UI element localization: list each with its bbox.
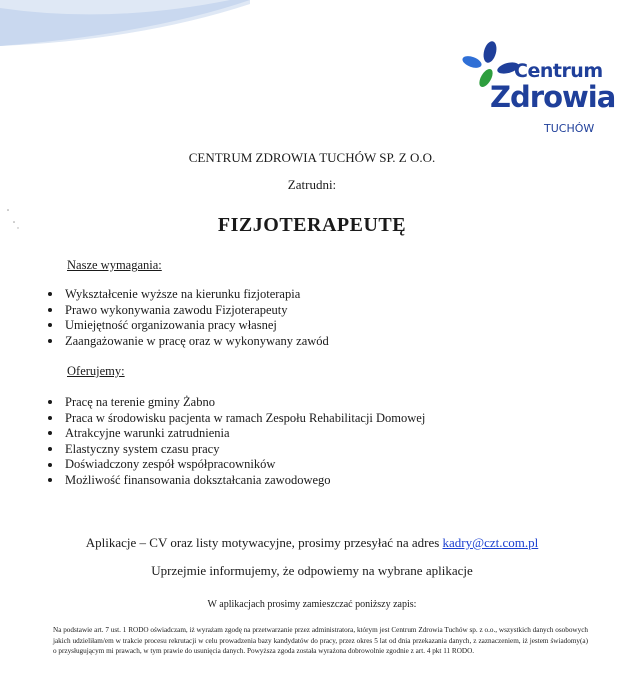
bullet-icon [48, 292, 52, 296]
list-item: Wykształcenie wyższe na kierunku fizjoterapia [48, 287, 329, 303]
requirements-list [48, 287, 329, 349]
company-name: CENTRUM ZDROWIA TUCHÓW SP. Z O.O. [188, 150, 436, 165]
list-item: Możliwość finansowania dokształcania zawodowego [48, 473, 425, 489]
logo-text-centrum: Centrum [514, 60, 603, 82]
bullet-icon [48, 308, 52, 312]
logo-text-zdrowia: Zdrowia [490, 80, 616, 114]
job-title: FIZJOTERAPEUTĘ [217, 214, 407, 236]
company-logo [452, 38, 616, 138]
application-text: Aplikacje – CV oraz listy motywacyjne, prosimy przesyłać na adres [85, 535, 443, 550]
list-item: Praca w środowisku pacjenta w ramach Zespołu Rehabilitacji Domowej [48, 411, 425, 427]
bullet-icon [48, 323, 52, 327]
consent-clause: Na podstawie art. 7 ust. 1 RODO oświadczam, iż wyrażam zgodę na przetwarzanie przez administratora, którym jest Centrum Zdrowia Tuchów sp. z o.o., wszystkich danych osobowych jakich udzieliłam/em w trakcie procesu rekrutacji w celu prowadzenia bazy kandydatów do pracy, przez okres 5 lat od dnia przekazania danych, z zaznaczeniem, iż jestem świadomy(a) o przysługującym mi prawach, w tym prawie do usunięcia danych. Powyższa zgoda została wyrażona dobrowolnie zgodnie z art. 4 pkt 11 RODO. [53, 626, 588, 656]
offer-list [48, 395, 425, 489]
requirements-title: Nasze wymagania: [67, 258, 162, 272]
list-item: Prawo wykonywania zawodu Fizjoterapeuty [48, 303, 329, 319]
bullet-icon [48, 339, 52, 343]
bullet-icon [48, 478, 52, 482]
bullet-icon [48, 400, 52, 404]
bullet-icon [48, 463, 52, 467]
hire-label: Zatrudni: [287, 177, 337, 192]
list-item: Atrakcyjne warunki zatrudnienia [48, 426, 425, 442]
bullet-icon [48, 431, 52, 435]
logo-text-tuchow: TUCHÓW [544, 122, 595, 135]
offer-title: Oferujemy: [67, 364, 125, 378]
bullet-icon [48, 447, 52, 451]
email-link[interactable]: kadry@czt.com.pl [442, 535, 539, 550]
application-instructions [0, 535, 624, 551]
list-item: Doświadczony zespół współpracowników [48, 457, 425, 473]
response-notice: Uprzejmie informujemy, że odpowiemy na wybrane aplikacje [151, 563, 473, 578]
list-item: Pracę na terenie gminy Żabno [48, 395, 425, 411]
list-item: Umiejętność organizowania pracy własnej [48, 318, 329, 334]
consent-intro: W aplikacjach prosimy zamieszczać poniższy zapis: [207, 599, 417, 610]
header-swoosh-graphic [0, 0, 250, 50]
bullet-icon [48, 416, 52, 420]
list-item: Zaangażowanie w pracę oraz w wykonywany zawód [48, 334, 329, 350]
list-item: Elastyczny system czasu pracy [48, 442, 425, 458]
